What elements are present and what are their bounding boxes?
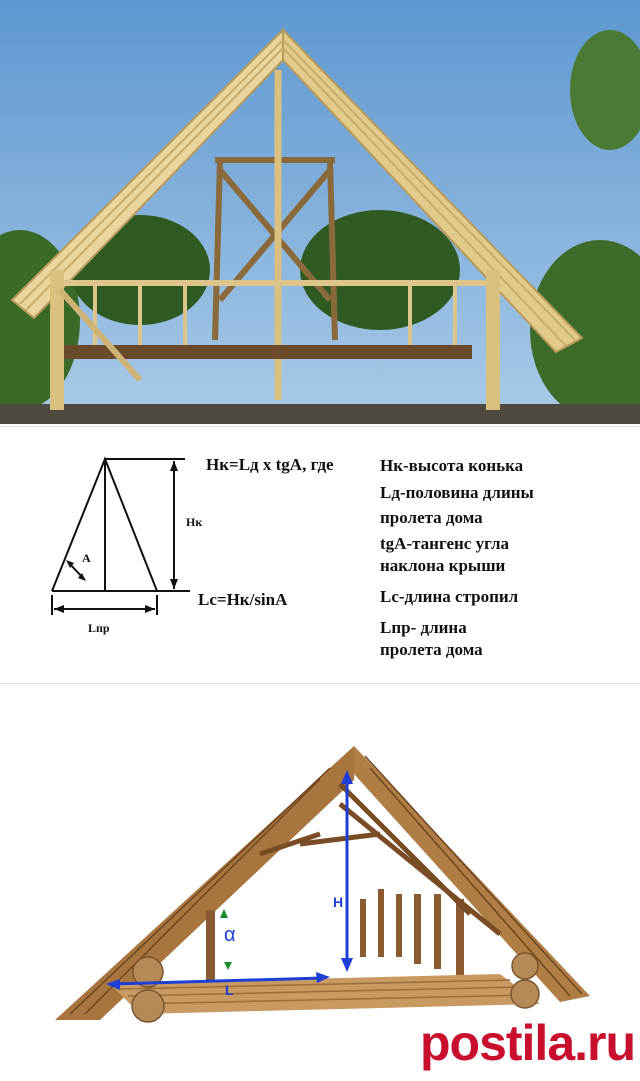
legend-line-5: наклона крыши	[380, 556, 506, 575]
roof-render-panel	[0, 684, 640, 1081]
legend-line-2: Lд-половина длины	[380, 483, 534, 502]
roof-frame-illustration	[0, 0, 640, 424]
ridge-height-formula: Нк=Lд х tgA, где	[206, 455, 334, 474]
l-label: L	[225, 982, 234, 998]
legend-line-8: пролета дома	[380, 640, 483, 659]
span-label: Lпр	[88, 621, 110, 635]
legend-line-7: Lпр- длина	[380, 618, 467, 637]
legend-line-4: tgA-тангенс угла	[380, 534, 509, 553]
watermark: postila.ru	[420, 1015, 636, 1071]
legend-line-6: Lс-длина стропил	[380, 587, 519, 606]
roof-frame-photo	[0, 0, 640, 424]
legend-line-3: пролета дома	[380, 508, 483, 527]
formula-panel	[0, 426, 640, 684]
h-label: H	[333, 894, 344, 910]
angle-label: А	[82, 551, 91, 565]
rafter-length-formula: Lс=Нк/sinA	[198, 590, 288, 609]
legend-line-1: Нк-высота конька	[380, 456, 524, 475]
alpha-label: α	[224, 924, 236, 946]
height-label: Нк	[186, 515, 203, 529]
